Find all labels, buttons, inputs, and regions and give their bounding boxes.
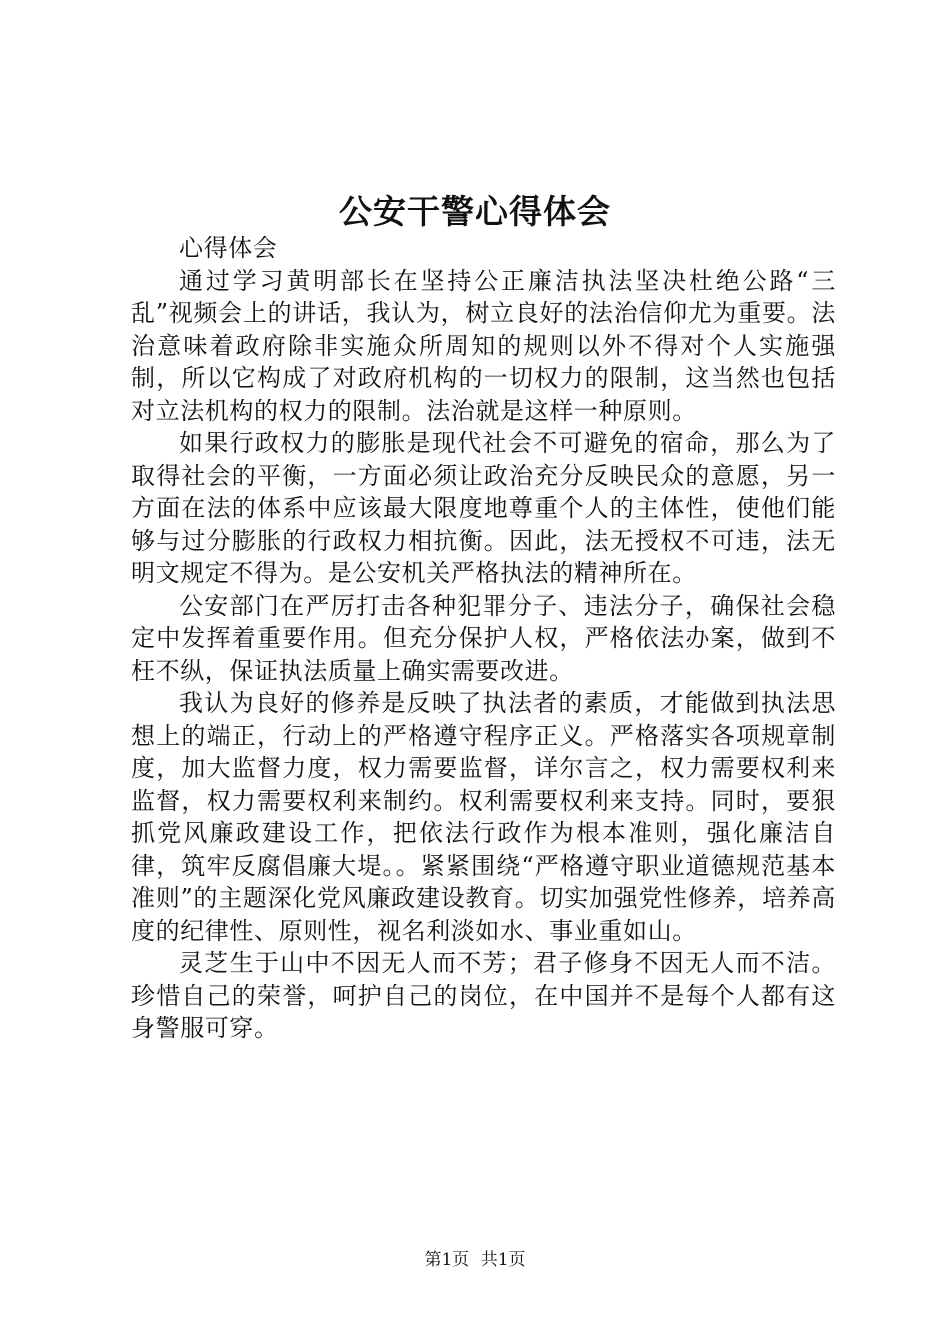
paragraph: 灵芝生于山中不因无人而不芳；君子修身不因无人而不洁。珍惜自己的荣誉，呵护自己的岗位，在中国并不是每个人都有这身警服可穿。 [131, 949, 836, 1042]
paragraph-heading: 心得体会 [179, 234, 278, 262]
page-title: 公安干警心得体会 [339, 192, 611, 231]
paragraph: 公安部门在严厉打击各种犯罪分子、违法分子，确保社会稳定中发挥着重要作用。但充分保护人权，严格依法办案，做到不枉不纵，保证执法质量上确实需要改进。 [131, 591, 836, 685]
page-total: 共1页 [480, 1250, 526, 1270]
paragraph: 我认为良好的修养是反映了执法者的素质，才能做到执法思想上的端正，行动上的严格遵守程序正义。严格落实各项规章制度，加大监督力度，权力需要监督，详尔言之，权力需要权利来监督，权力需要权利来制约。权利需要权利来支持。同时，要狠抓党风廉政建设工作，把依法行政作为根本准则，强化廉洁自律，筑牢反腐倡廉大堤。。紧紧围绕“严格遵守职业道德规范基本准则”的主题深化党风廉政建设教育。切实加强党性修养，培养高度的纪律性、原则性，视名利淡如水、事业重如山。 [131, 689, 836, 945]
document-body [131, 232, 836, 1045]
page-footer [0, 1245, 950, 1270]
paragraph: 通过学习黄明部长在坚持公正廉洁执法坚决杜绝公路“三乱”视频会上的讲话，我认为，树立良好的法治信仰尤为重要。法治意味着政府除非实施众所周知的规则以外不得对个人实施强制，所以它构成了对政府机构的一切权力的限制，这当然也包括对立法机构的权力的限制。法治就是这样一种原则。 [131, 266, 836, 425]
page-number: 第1页 [424, 1250, 470, 1270]
paragraph: 如果行政权力的膨胀是现代社会不可避免的宿命，那么为了取得社会的平衡，一方面必须让政治充分反映民众的意愿，另一方面在法的体系中应该最大限度地尊重个人的主体性，使他们能够与过分膨胀的行政权力相抗衡。因此，法无授权不可违，法无明文规定不得为。是公安机关严格执法的精神所在。 [131, 429, 836, 587]
